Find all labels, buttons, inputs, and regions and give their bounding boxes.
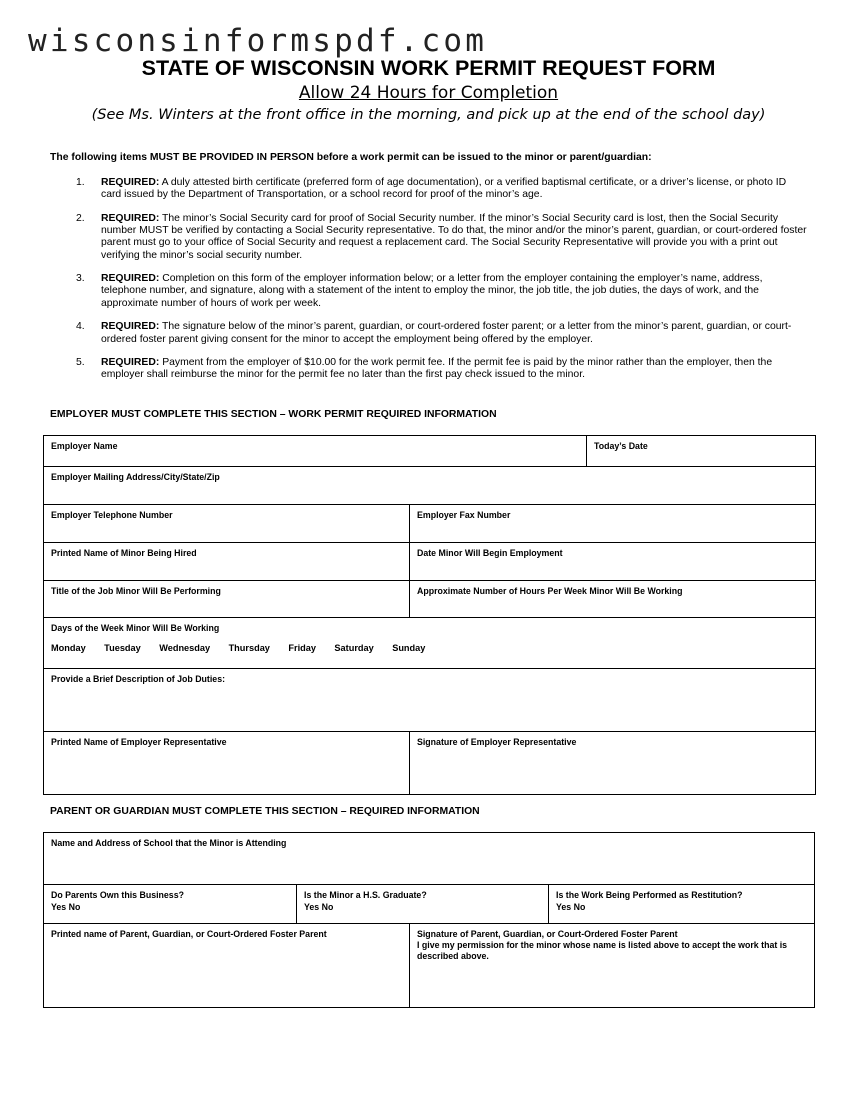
work-days-options (51, 643, 808, 653)
own-business-question: Do Parents Own this Business? (51, 890, 184, 900)
parent-name-field[interactable] (44, 924, 410, 1008)
requirement-label: REQUIRED: (101, 273, 160, 285)
job-title-field[interactable] (44, 581, 410, 618)
form-title: STATE OF WISCONSIN WORK PERMIT REQUEST FORM (141, 56, 716, 80)
permission-statement: I give my permission for the minor whose name is listed above to accept the work that is described above. (417, 940, 788, 961)
day-option[interactable]: Sunday (392, 643, 426, 653)
requirement-text: The minor’s Social Security card for proof of Social Security number. If the minor’s Social Security card is lost, then the Social Security number MUST be verified by contacting a Social Security representative. To do that, the minor and/or the minor’s parent, guardian, or court-ordered foster parent must go to your office of Social Security and request a replacement card. The Social Security Representative will provide you with a print out verifying the minor’s social security number. (101, 212, 807, 261)
telephone-field[interactable] (44, 505, 410, 543)
job-duties-field[interactable] (44, 669, 816, 732)
school-field[interactable] (44, 833, 815, 885)
fax-label: Employer Fax Number (417, 510, 511, 520)
fax-field[interactable] (410, 505, 816, 543)
day-option[interactable]: Wednesday (159, 643, 211, 653)
requirement-number: 5. (76, 357, 85, 369)
minor-name-field[interactable] (44, 543, 410, 581)
requirement-text: Completion on this form of the employer information below; or a letter from the employer containing the employer’s name, address, telephone number, and signature, along with a statement of the intent to employ the minor, the job title, the job duties, the days of work, and the approximate number of hours of work per week. (101, 273, 763, 309)
rep-name-field[interactable] (44, 732, 410, 795)
parent-section-heading: PARENT OR GUARDIAN MUST COMPLETE THIS SECTION – REQUIRED INFORMATION (50, 806, 480, 817)
work-days-label: Days of the Week Minor Will Be Working (51, 623, 220, 633)
requirement-item (50, 321, 808, 345)
minor-name-label: Printed Name of Minor Being Hired (51, 548, 197, 558)
watermark: wisconsinformspdf.com (28, 23, 488, 59)
requirement-text: A duly attested birth certificate (preferred form of age documentation), or a verified baptismal certificate, or a driver’s license, or photo ID card issued by the Department of Transportation, or a school record for proof of the minor’s age. (101, 177, 787, 201)
mailing-address-label: Employer Mailing Address/City/State/Zip (51, 472, 220, 482)
todays-date-label: Today’s Date (594, 441, 648, 451)
requirement-number: 3. (76, 273, 85, 285)
employer-name-field[interactable] (44, 436, 587, 467)
requirement-item (50, 213, 808, 262)
pickup-note: (See Ms. Winters at the front office in the morning, and pick up at the end of the school day) (91, 107, 766, 123)
day-option[interactable]: Saturday (334, 643, 374, 653)
work-days-field (44, 618, 816, 669)
start-date-label: Date Minor Will Begin Employment (417, 548, 563, 558)
day-option[interactable]: Thursday (228, 643, 270, 653)
parent-info-table (43, 832, 815, 1008)
employer-info-table (43, 435, 816, 795)
requirement-item (50, 273, 808, 310)
requirements-list (50, 177, 808, 393)
telephone-label: Employer Telephone Number (51, 510, 173, 520)
requirement-label: REQUIRED: (101, 177, 160, 188)
employer-section-heading: EMPLOYER MUST COMPLETE THIS SECTION – WORK PERMIT REQUIRED INFORMATION (50, 409, 497, 420)
employer-name-label: Employer Name (51, 441, 118, 451)
yes-no-options[interactable]: Yes No (556, 902, 586, 912)
mailing-address-field[interactable] (44, 467, 816, 505)
requirement-label: REQUIRED: (101, 357, 160, 369)
requirement-item (50, 177, 808, 201)
day-option[interactable]: Friday (288, 643, 316, 653)
yes-no-options[interactable]: Yes No (51, 902, 81, 912)
requirement-number: 4. (76, 321, 85, 333)
job-title-label: Title of the Job Minor Will Be Performing (51, 586, 221, 596)
school-label: Name and Address of School that the Minor is Attending (51, 838, 287, 848)
day-option[interactable]: Tuesday (104, 643, 141, 653)
day-option[interactable]: Monday (51, 643, 86, 653)
intro-text: The following items MUST BE PROVIDED IN PERSON before a work permit can be issued to the minor or parent/guardian: (50, 152, 652, 163)
requirement-text: Payment from the employer of $10.00 for the work permit fee. If the permit fee is paid by the minor rather than the employer, then the employer shall reimburse the minor for the permit fee no later than the first pay check issued to the minor. (101, 357, 773, 381)
graduate-question: Is the Minor a H.S. Graduate? (304, 890, 427, 900)
requirement-label: REQUIRED: (101, 212, 160, 224)
requirement-text: The signature below of the minor’s parent, guardian, or court-ordered foster parent; or a letter from the minor’s parent, guardian, or court-ordered foster parent giving consent for the minor to accept the employment being offered by the employer. (101, 321, 792, 345)
yes-no-options[interactable]: Yes No (304, 902, 334, 912)
rep-signature-label: Signature of Employer Representative (417, 737, 577, 747)
graduate-field (297, 885, 549, 924)
parent-name-label: Printed name of Parent, Guardian, or Court-Ordered Foster Parent (51, 929, 327, 939)
requirement-label: REQUIRED: (101, 321, 160, 333)
start-date-field[interactable] (410, 543, 816, 581)
restitution-field (549, 885, 815, 924)
rep-signature-field[interactable] (410, 732, 816, 795)
own-business-field (44, 885, 297, 924)
hours-field[interactable] (410, 581, 816, 618)
parent-signature-field[interactable] (410, 924, 815, 1008)
requirement-item (50, 357, 808, 381)
hours-label: Approximate Number of Hours Per Week Minor Will Be Working (417, 586, 683, 596)
rep-name-label: Printed Name of Employer Representative (51, 737, 227, 747)
requirement-number: 1. (76, 177, 85, 188)
form-subtitle: Allow 24 Hours for Completion (298, 83, 559, 103)
restitution-question: Is the Work Being Performed as Restitution? (556, 890, 743, 900)
parent-signature-label: Signature of Parent, Guardian, or Court-Ordered Foster Parent (417, 929, 678, 939)
todays-date-field[interactable] (587, 436, 816, 467)
job-duties-label: Provide a Brief Description of Job Duties: (51, 674, 226, 684)
requirement-number: 2. (76, 212, 85, 224)
